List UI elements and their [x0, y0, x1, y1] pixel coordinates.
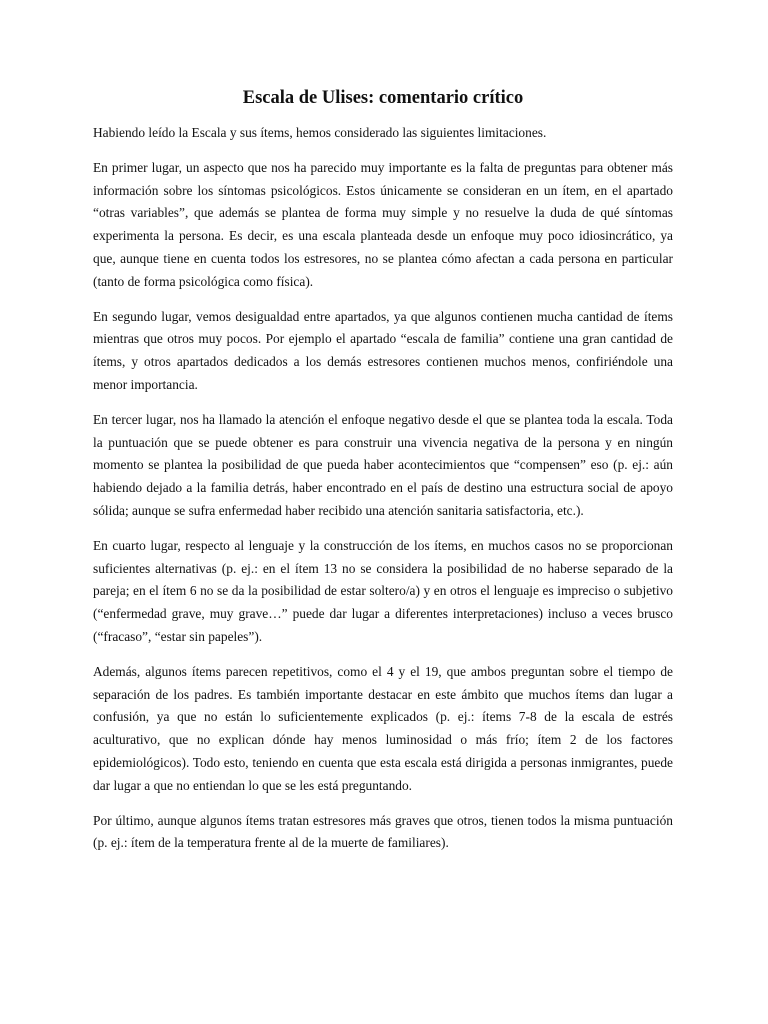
document-title: Escala de Ulises: comentario crítico: [242, 88, 524, 108]
paragraph-intro: Habiendo leído la Escala y sus ítems, hemos considerado las siguientes limitaciones.: [93, 125, 547, 141]
paragraph-additional-point: Además, algunos ítems parecen repetitivos, como el 4 y el 19, que ambos preguntan sobre el tiempo de separación de los padres. Es también importante destacar en este ámbito que muchos ítems dan lugar a confusión, ya que no están lo suficientemente explicados (p. ej.: ítems 7-8 de la escala de estrés aculturativo, que no explican dónde hay menos luminosidad o más frío; ítem 2 de los factores epidemiológicos). Todo esto, teniendo en cuenta que esta escala está dirigida a personas inmigrantes, puede dar lugar a que no entiendan lo que se les está preguntando.: [93, 663, 673, 793]
document-page: [93, 86, 673, 855]
paragraph-first-point: En primer lugar, un aspecto que nos ha parecido muy importante es la falta de preguntas para obtener más información sobre los síntomas psicológicos. Estos únicamente se consideran en un ítem, en el apartado “otras variables”, que además se plantea de forma muy simple y no resuelve la duda de qué síntomas experimenta la persona. Es decir, es una escala planteada desde un enfoque muy poco idiosincrático, ya que, aunque tiene en cuenta todos los estresores, no se plantea cómo afectan a cada persona en particular (tanto de forma psicológica como física).: [93, 159, 673, 289]
paragraph-final-point: Por último, aunque algunos ítems tratan estresores más graves que otros, tienen todos la misma puntuación (p. ej.: ítem de la temperatura frente al de la muerte de familiares).: [93, 812, 673, 851]
paragraph-third-point: En tercer lugar, nos ha llamado la atención el enfoque negativo desde el que se plantea toda la escala. Toda la puntuación que se puede obtener es para construir una vivencia negativa de la persona y en ningún momento se plantea la posibilidad de que pueda haber acontecimientos que “compensen” eso (p. ej.: aún habiendo dejado a la familia detrás, haber encontrado en el país de destino una estructura social de apoyo sólida; aunque se sufra enfermedad haber recibido una atención sanitaria satisfactoria, etc.).: [93, 411, 673, 518]
paragraph-fourth-point: En cuarto lugar, respecto al lenguaje y la construcción de los ítems, en muchos casos no se proporcionan suficientes alternativas (p. ej.: en el ítem 13 no se considera la posibilidad de no haberse separado de la pareja; en el ítem 6 no se da la posibilidad de estar soltero/a) y en otros el lenguaje es impreciso o subjetivo (“enfermedad grave, muy grave…” puede dar lugar a diferentes interpretaciones) incluso a veces brusco (“fracaso”, “estar sin papeles”).: [93, 537, 673, 644]
paragraph-second-point: En segundo lugar, vemos desigualdad entre apartados, ya que algunos contienen mucha cantidad de ítems mientras que otros muy pocos. Por ejemplo el apartado “escala de familia” contiene una gran cantidad de ítems, y otros apartados dedicados a los demás estresores contienen muchos menos, confiriéndole una menor importancia.: [93, 308, 673, 393]
